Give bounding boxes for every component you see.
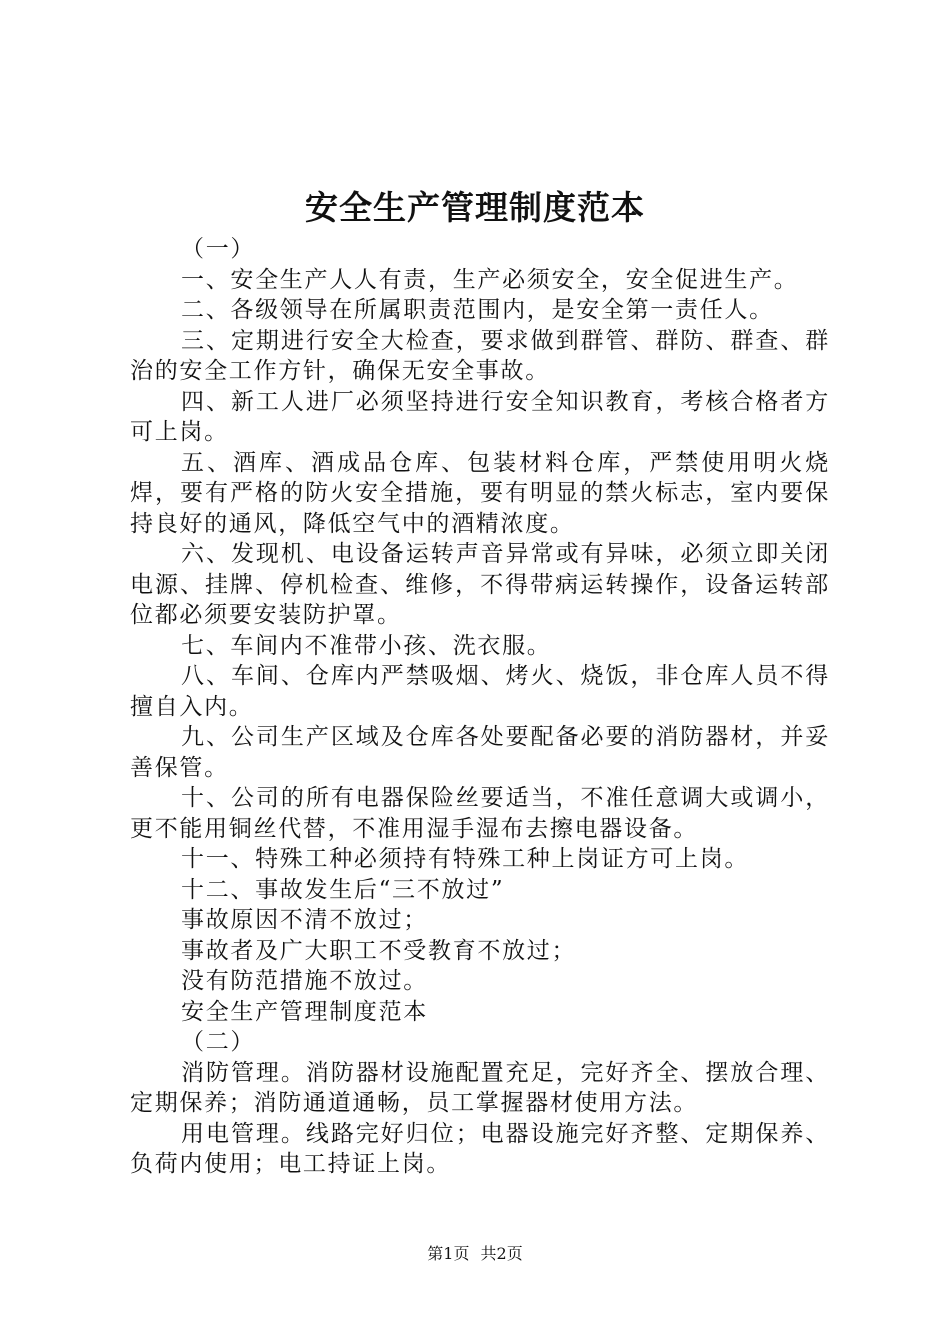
paragraph: 事故原因不清不放过； xyxy=(181,907,428,933)
paragraph: 事故者及广大职工不受教育不放过； xyxy=(181,937,577,964)
paragraph: 一、安全生产人人有责，生产必须安全，安全促进生产。 xyxy=(181,266,799,293)
paragraph: 五、酒库、酒成品仓库、包装材料仓库，严禁使用明火烧焊，要有严格的防火安全措施，要有明显的禁火标志，室内要保持良好的通风，降低空气中的酒精浓度。 xyxy=(130,449,830,537)
paragraph: 二、各级领导在所属职责范围内，是安全第一责任人。 xyxy=(181,297,774,323)
paragraph: 没有防范措施不放过。 xyxy=(181,968,428,994)
document-body xyxy=(130,234,830,1180)
paragraph: 七、车间内不准带小孩、洗衣服。 xyxy=(181,632,552,659)
page-footer xyxy=(0,1244,950,1264)
paragraph: 十二、事故发生后“三不放过” xyxy=(181,876,505,903)
paragraph: 消防管理。消防器材设施配置充足，完好齐全、摆放合理、定期保养；消防通道通畅，员工掌握器材使用方法。 xyxy=(130,1059,830,1116)
paragraph: 四、新工人进厂必须坚持进行安全知识教育，考核合格者方可上岗。 xyxy=(130,388,830,445)
paragraph: （二） xyxy=(181,1029,256,1055)
paragraph: 十一、特殊工种必须持有特殊工种上岗证方可上岗。 xyxy=(181,846,750,872)
page-number: 第1页 xyxy=(427,1244,470,1263)
paragraph: 安全生产管理制度范本 xyxy=(181,998,428,1025)
paragraph: 用电管理。线路完好归位；电器设施完好齐整、定期保养、负荷内使用；电工持证上岗。 xyxy=(130,1120,830,1177)
paragraph: （一） xyxy=(181,236,256,262)
paragraph: 三、定期进行安全大检查，要求做到群管、群防、群查、群治的安全工作方针，确保无安全事故。 xyxy=(130,327,830,384)
paragraph: 九、公司生产区域及仓库各处要配备必要的消防器材，并妥善保管。 xyxy=(130,724,830,781)
paragraph: 十、公司的所有电器保险丝要适当，不准任意调大或调小，更不能用铜丝代替，不准用湿手湿布去擦电器设备。 xyxy=(130,785,830,842)
paragraph: 八、车间、仓库内严禁吸烟、烤火、烧饭，非仓库人员不得擅自入内。 xyxy=(130,663,830,720)
paragraph: 六、发现机、电设备运转声音异常或有异味，必须立即关闭电源、挂牌、停机检查、维修，不得带病运转操作，设备运转部位都必须要安装防护罩。 xyxy=(130,541,830,628)
document-title: 安全生产管理制度范本 xyxy=(305,188,645,227)
page-total: 共2页 xyxy=(480,1244,523,1263)
